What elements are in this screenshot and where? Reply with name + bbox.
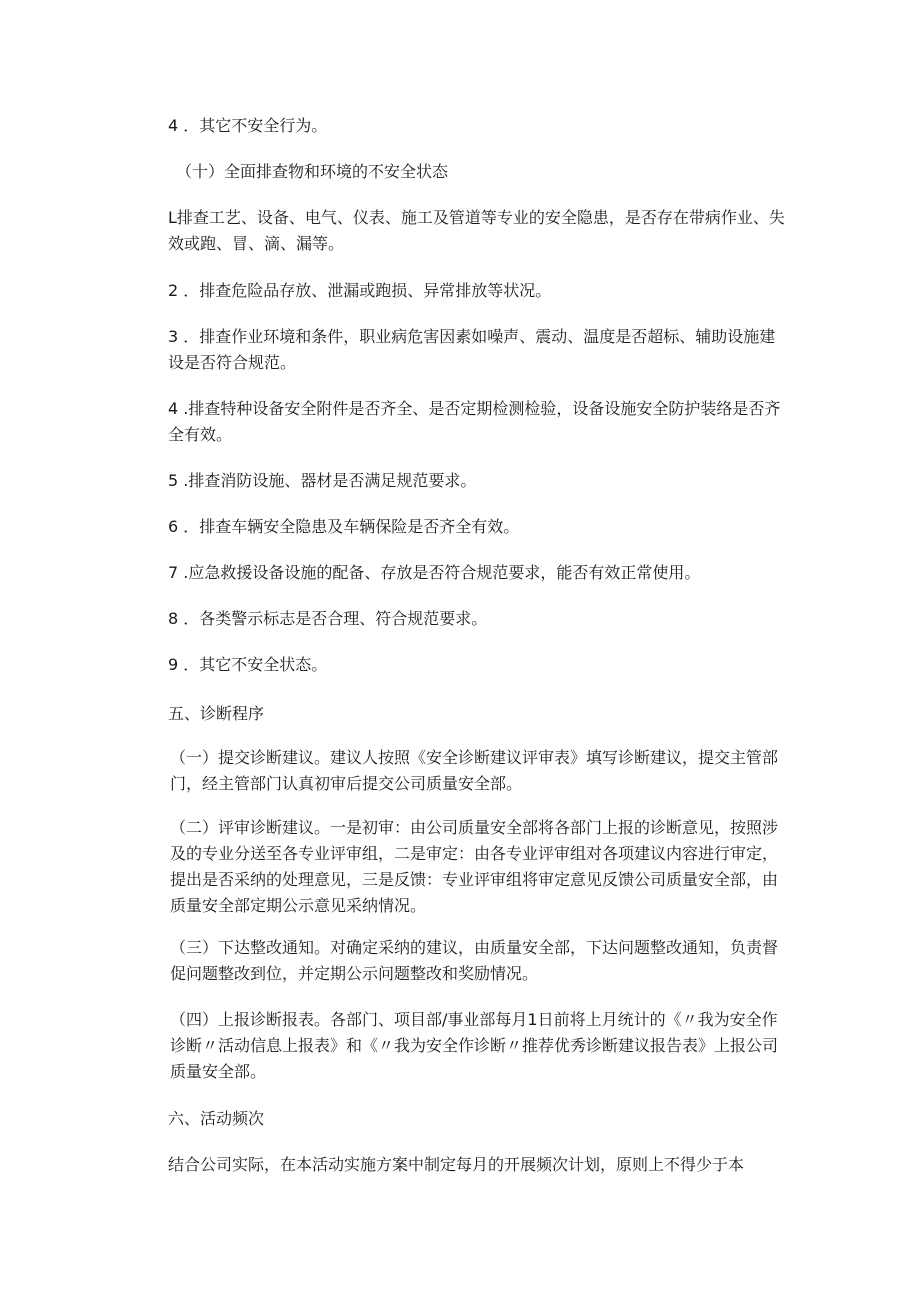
- section-heading-six: 六、活动频次: [168, 1109, 265, 1128]
- paragraph-item-2-hazardous-materials: 2 ．排查危险品存放、泄漏或跑损、异常排放等状况。: [168, 281, 552, 300]
- paragraph-item-6-vehicle-safety: 6 ．排查车辆安全隐患及车辆保险是否齐全有效。: [168, 517, 520, 536]
- paragraph-item-9-other-unsafe-state: 9 ．其它不安全状态。: [168, 655, 328, 674]
- paragraph-procedure-four: （四）上报诊断报表。各部门、项目部/事业部每月1日前将上月统计的《〃我为安全作诊断〃活动信息上报表》和《〃我为安全作诊断〃推荐优秀诊断建议报告表》上报公司质量安全部。: [170, 1010, 779, 1081]
- paragraph-activity-frequency: 结合公司实际，在本活动实施方案中制定每月的开展频次计划，原则上不得少于本: [168, 1155, 745, 1174]
- paragraph-item-4-special-equipment: 4 .排查特种设备安全附件是否齐全、是否定期检测检验，设备设施安全防护装络是否齐全有效。: [168, 399, 781, 444]
- paragraph-procedure-one: （一）提交诊断建议。建议人按照《安全诊断建议评审表》填写诊断建议，提交主管部门，经主管部门认真初审后提交公司质量安全部。: [170, 748, 779, 793]
- paragraph-item-5-fire-facilities: 5 .排查消防设施、器材是否满足规范要求。: [168, 471, 477, 490]
- paragraph-item-3-work-environment: 3 ．排查作业环境和条件，职业病危害因素如噪声、震动、温度是否超标、辅助设施建设是否符合规范。: [168, 327, 776, 372]
- paragraph-item-4-other-unsafe-behavior: 4 ．其它不安全行为。: [168, 116, 328, 135]
- section-heading-ten: （十）全面排查物和环境的不安全状态: [176, 162, 449, 181]
- paragraph-item-1-process-hazards: L排查工艺、设备、电气、仪表、施工及管道等专业的安全隐患，是否存在带病作业、失效或跑、冒、滴、漏等。: [168, 208, 785, 253]
- paragraph-item-8-warning-signs: 8 ．各类警示标志是否合理、符合规范要求。: [168, 609, 488, 628]
- paragraph-procedure-two: （二）评审诊断建议。一是初审：由公司质量安全部将各部门上报的诊断意见，按照涉及的专业分送至各专业评审组，二是审定：由各专业评审组对各项建议内容进行审定，提出是否采纳的处理意见，三是反馈：专业评审组将审定意见反馈公司质量安全部，由质量安全部定期公示意见采纳情况。: [170, 818, 779, 915]
- paragraph-item-7-emergency-equipment: 7 .应急救援设备设施的配备、存放是否符合规范要求，能否有效正常使用。: [168, 563, 701, 582]
- section-heading-five: 五、诊断程序: [168, 704, 265, 723]
- paragraph-procedure-three: （三）下达整改通知。对确定采纳的建议，由质量安全部，下达问题整改通知，负责督促问题整改到位，并定期公示问题整改和奖励情况。: [170, 938, 779, 983]
